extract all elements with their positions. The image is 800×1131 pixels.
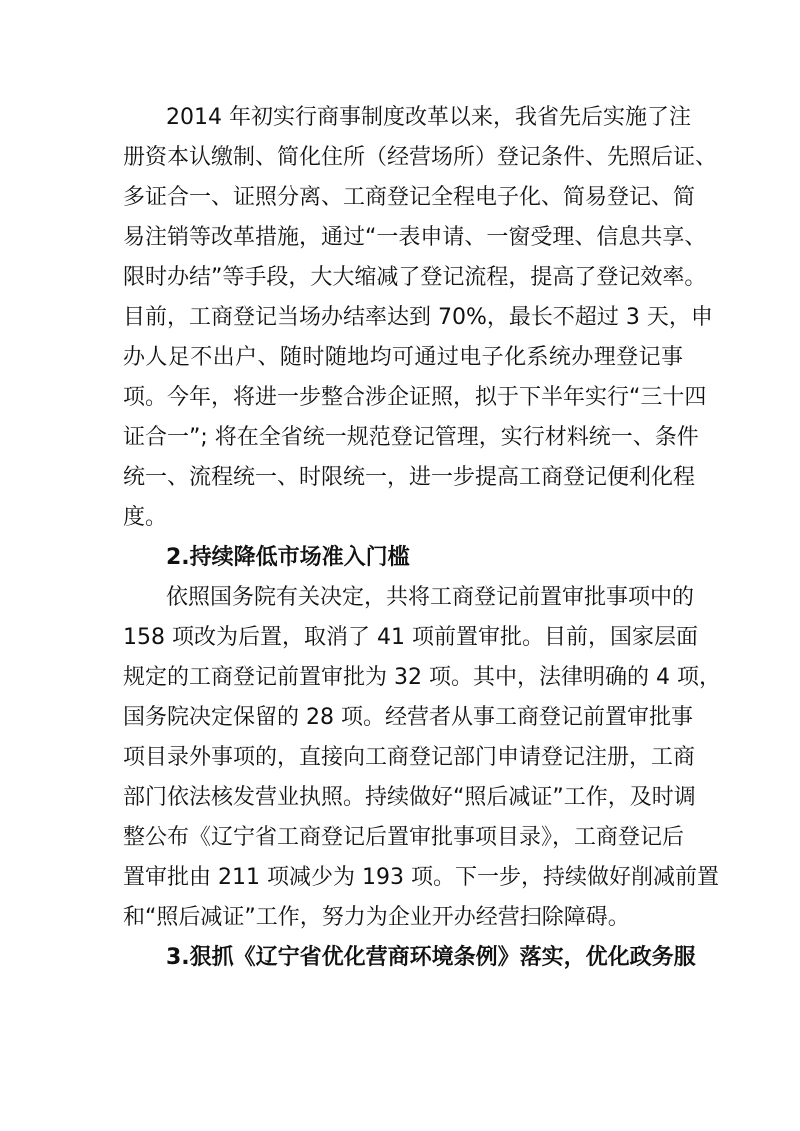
paragraph-1-line-8: 项。今年，将进一步整合涉企证照，拟于下半年实行“三十四: [123, 385, 707, 410]
paragraph-1-line-1: 2014 年初实行商事制度改革以来，我省先后实施了注: [166, 105, 691, 130]
paragraph-2-line-4: 国务院决定保留的 28 项。经营者从事工商登记前置审批事: [123, 705, 693, 730]
paragraph-1-line-7: 办人足不出户、随时随地均可通过电子化系统办理登记事: [123, 345, 683, 370]
paragraph-2-line-9: 和“照后减证”工作，努力为企业开办经营扫除障碍。: [123, 905, 630, 930]
paragraph-1-line-4: 易注销等改革措施，通过“一表申请、一窗受理、信息共享、: [123, 225, 707, 250]
paragraph-2-line-5: 项目录外事项的，直接向工商登记部门申请登记注册，工商: [123, 745, 696, 770]
paragraph-1-line-11: 度。: [123, 505, 168, 530]
paragraph-2-line-7: 整公布《辽宁省工商登记后置审批事项目录》，工商登记后: [123, 825, 685, 850]
paragraph-2-line-1: 依照国务院有关决定，共将工商登记前置审批事项中的: [166, 585, 695, 610]
paragraph-1-line-6: 目前，工商登记当场办结率达到 70%，最长不超过 3 天，申: [123, 305, 713, 330]
paragraph-1-line-3: 多证合一、证照分离、工商登记全程电子化、简易登记、简: [123, 185, 696, 210]
paragraph-1-line-5: 限时办结”等手段，大大缩减了登记流程，提高了登记效率。: [123, 265, 707, 290]
section-heading-3: 3.狠抓《辽宁省优化营商环境条例》落实，优化政务服: [166, 945, 696, 970]
paragraph-2-line-3: 规定的工商登记前置审批为 32 项。其中，法律明确的 4 项，: [123, 665, 721, 690]
paragraph-2-line-2: 158 项改为后置，取消了 41 项前置审批。目前，国家层面: [123, 625, 698, 650]
section-heading-2: 2.持续降低市场准入门槛: [166, 545, 410, 570]
paragraph-2-line-6: 部门依法核发营业执照。持续做好“照后减证”工作，及时调: [123, 785, 696, 810]
paragraph-1-line-9: 证合一”; 将在全省统一规范登记管理，实行材料统一、条件: [123, 425, 699, 450]
paragraph-1-line-10: 统一、流程统一、时限统一，进一步提高工商登记便利化程: [123, 465, 696, 490]
paragraph-1-line-2: 册资本认缴制、简化住所（经营场所）登记条件、先照后证、: [123, 145, 718, 170]
paragraph-2-line-8: 置审批由 211 项减少为 193 项。下一步，持续做好削减前置: [123, 865, 719, 890]
